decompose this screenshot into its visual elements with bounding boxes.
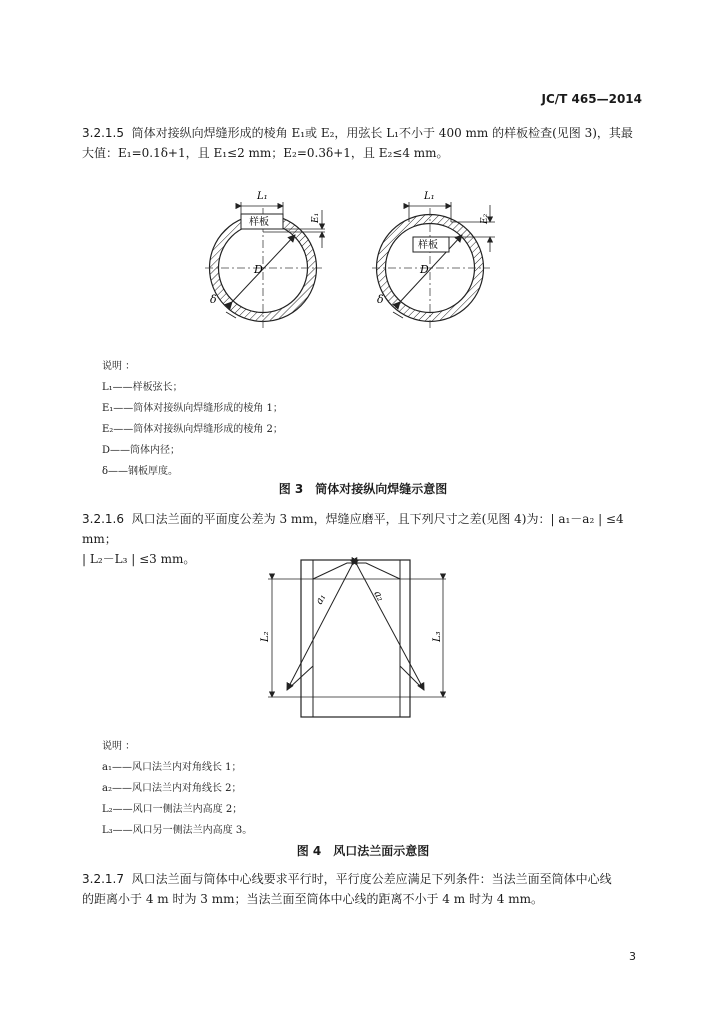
fig3-left-l1-label: L₁ (257, 191, 268, 202)
figure-3-caption: 图 3 筒体对接纵向焊缝示意图 (278, 482, 448, 496)
section-3-2-1-6-line2: | L₂－L₃ | ≤3 mm。 (82, 552, 196, 566)
fig4-flange-outer (301, 560, 410, 717)
section-number: 3.2.1.7 (82, 872, 124, 886)
figure-4-diagram (0, 550, 726, 730)
fig4-l3-label: L₃ (432, 631, 443, 642)
section-text: 风口法兰面的平面度公差为 3 mm，焊缝应磨平，且下列尺寸之差(见图 4)为：| a₁－a₂ | ≤4 mm； (82, 512, 624, 546)
legend-item: a₂——风口法兰内对角线长 2； (102, 783, 242, 794)
section-text: 风口法兰面与筒体中心线要求平行时，平行度公差应满足下列条件：当法兰面至筒体中心线 (131, 872, 612, 886)
legend-item: E₁——筒体对接纵向焊缝形成的棱角 1； (102, 403, 283, 414)
section-number: 3.2.1.5 (82, 126, 124, 140)
section-number: 3.2.1.6 (82, 512, 124, 526)
fig3-right-delta-label: δ (377, 293, 384, 306)
fig4-l2-label: L₂ (260, 631, 271, 642)
figure-3-legend (102, 356, 283, 482)
document-code: JC/T 465—2014 (541, 92, 642, 106)
section-text: 筒体对接纵向焊缝形成的棱角 E₁或 E₂，用弦长 L₁不小于 400 mm 的样板检查(见图 3)，其最 (131, 126, 633, 140)
legend-title: 说明 ： (102, 741, 136, 752)
fig3-right-shell (372, 202, 495, 330)
section-3-2-1-7-line1 (82, 869, 648, 889)
fig3-right-l1-label: L₁ (424, 191, 435, 202)
fig3-e2-label: E₂ (480, 213, 490, 224)
fig3-e1-label: E₁ (311, 212, 321, 223)
figure-4-caption: 图 4 风口法兰面示意图 (296, 844, 430, 858)
section-3-2-1-5 (82, 123, 648, 163)
section-3-2-1-6-line1 (82, 509, 648, 549)
section-3-2-1-7-line2: 的距离小于 4 m 时为 3 mm；当法兰面至筒体中心线的距离不小于 4 m 时为 4 mm。 (82, 892, 543, 906)
fig3-right-template-label: 样板 (418, 240, 438, 251)
legend-item: L₂——风口一侧法兰内高度 2； (102, 804, 243, 815)
section-3-2-1-5-line2: 大值：E₁=0.1δ+1，且 E₁≤2 mm；E₂=0.3δ+1，且 E₂≤4 mm。 (82, 146, 449, 160)
legend-item: L₃——风口另一侧法兰内高度 3。 (102, 825, 253, 836)
fig4-a1-label: a₁ (313, 592, 329, 607)
legend-item: D——筒体内径； (102, 445, 181, 456)
legend-item: E₂——筒体对接纵向焊缝形成的棱角 2； (102, 424, 283, 435)
figure-3-diagram (0, 180, 726, 340)
legend-item: a₁——风口法兰内对角线长 1； (102, 762, 242, 773)
figure-4-legend (102, 736, 252, 841)
fig4-a2-label: a₂ (371, 589, 386, 604)
legend-item: L₁——样板弦长； (102, 382, 183, 393)
fig3-left-delta-label: δ (210, 293, 217, 306)
section-3-2-1-5-line1 (82, 123, 648, 143)
fig3-left-template-label: 样板 (249, 217, 269, 228)
page-number: 3 (629, 950, 636, 963)
legend-title: 说明 ： (102, 361, 136, 372)
fig3-left-d-label: D (254, 263, 263, 276)
legend-item: δ——钢板厚度。 (102, 466, 179, 477)
section-3-2-1-7 (82, 869, 648, 909)
fig3-right-d-label: D (420, 263, 429, 276)
